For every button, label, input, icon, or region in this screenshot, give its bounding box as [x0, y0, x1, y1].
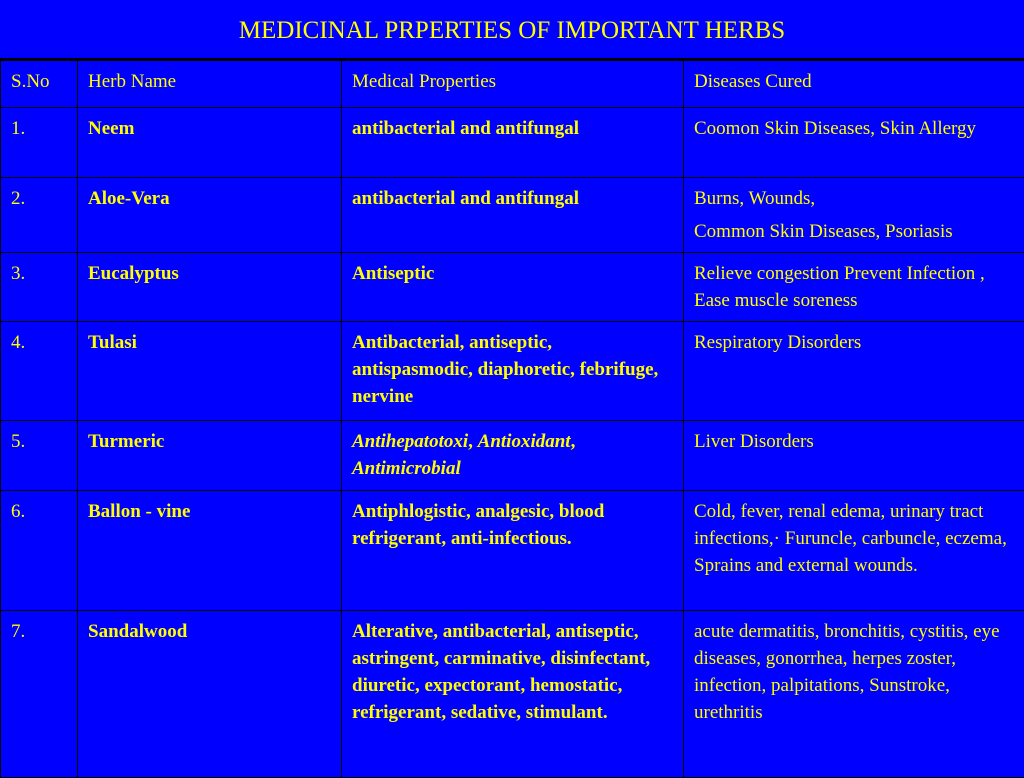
row-herb-name: Neem: [78, 108, 342, 178]
row-properties: Antiseptic: [342, 253, 684, 322]
row-sno: 3.: [1, 253, 78, 322]
row-sno: 6.: [1, 491, 78, 611]
header-sno: S.No: [1, 60, 78, 108]
row-properties: antibacterial and antifungal: [342, 178, 684, 253]
row-properties: Alterative, antibacterial, antiseptic, astringent, carminative, disinfectant, diuretic, expectorant, hemostatic, refrigerant, sedative, stimulant.: [342, 611, 684, 778]
property-term: Antihepatotoxi: [352, 431, 468, 452]
row-properties: Antibacterial, antiseptic, antispasmodic, diaphoretic, febrifuge, nervine: [342, 322, 684, 421]
row-sno: 4.: [1, 322, 78, 421]
table-header-row: [1, 60, 1024, 108]
row-properties: [342, 421, 684, 491]
row-herb-name: Sandalwood: [78, 611, 342, 778]
diseases-line: Common Skin Diseases, Psoriasis: [694, 218, 1015, 245]
table-row: [1, 178, 1024, 253]
row-sno: 7.: [1, 611, 78, 778]
row-diseases: acute dermatitis, bronchitis, cystitis, eye diseases, gonorrhea, herpes zoster, infection, palpitations, Sunstroke, urethritis: [684, 611, 1024, 778]
row-diseases: Cold, fever, renal edema, urinary tract infections,· Furuncle, carbuncle, eczema, Sprains and external wounds.: [684, 491, 1024, 611]
row-sno: 1.: [1, 108, 78, 178]
property-term: Antioxidant: [478, 431, 571, 452]
row-diseases: Respiratory Disorders: [684, 322, 1024, 421]
property-separator: ,: [571, 431, 576, 452]
row-herb-name: Ballon - vine: [78, 491, 342, 611]
table-row: [1, 491, 1024, 611]
header-herb-name: Herb Name: [78, 60, 342, 108]
diseases-line: Burns, Wounds,: [694, 185, 1015, 212]
row-properties: antibacterial and antifungal: [342, 108, 684, 178]
row-diseases: Liver Disorders: [684, 421, 1024, 491]
herb-table: [0, 58, 1024, 778]
row-herb-name: Tulasi: [78, 322, 342, 421]
table-row: [1, 421, 1024, 491]
row-diseases: Relieve congestion Prevent Infection , Ease muscle soreness: [684, 253, 1024, 322]
table-row: [1, 108, 1024, 178]
row-herb-name: Eucalyptus: [78, 253, 342, 322]
row-herb-name: Aloe-Vera: [78, 178, 342, 253]
table-row: [1, 253, 1024, 322]
property-separator: ,: [468, 431, 478, 452]
header-medical-properties: Medical Properties: [342, 60, 684, 108]
row-diseases: Coomon Skin Diseases, Skin Allergy: [684, 108, 1024, 178]
header-diseases-cured: Diseases Cured: [684, 60, 1024, 108]
table-row: [1, 322, 1024, 421]
row-sno: 5.: [1, 421, 78, 491]
property-term: Antimicrobial: [352, 458, 461, 479]
row-diseases: [684, 178, 1024, 253]
table-row: [1, 611, 1024, 778]
row-properties: Antiphlogistic, analgesic, blood refrigerant, anti-infectious.: [342, 491, 684, 611]
row-sno: 2.: [1, 178, 78, 253]
slide-title: MEDICINAL PRPERTIES OF IMPORTANT HERBS: [0, 14, 1024, 48]
row-herb-name: Turmeric: [78, 421, 342, 491]
